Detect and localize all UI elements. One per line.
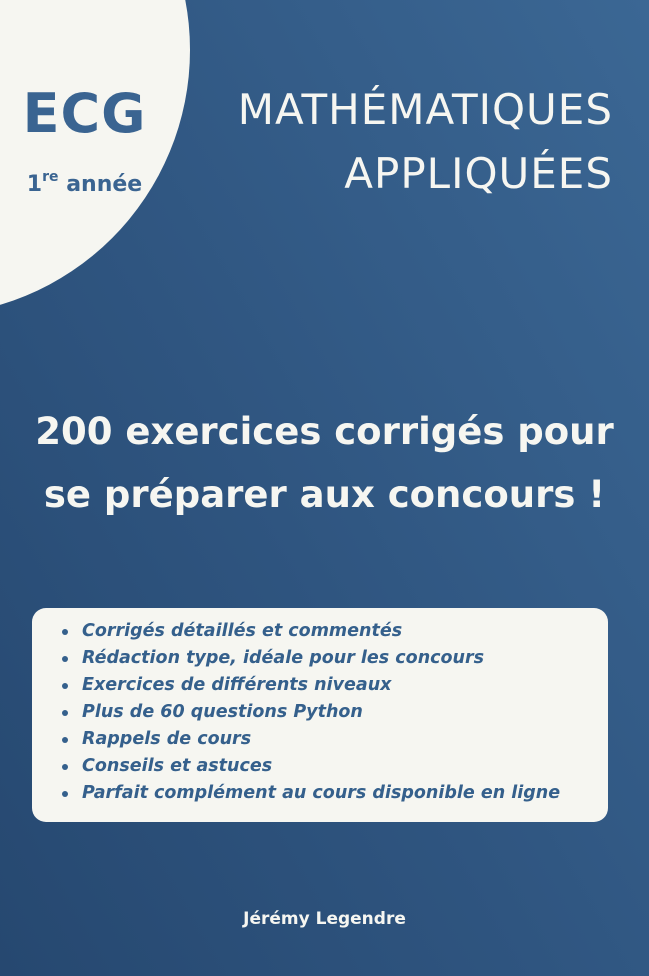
feature-item: [82, 672, 608, 699]
feature-text: Exercices de différents niveaux: [82, 675, 392, 695]
bullet-icon: [62, 791, 68, 797]
bullet-icon: [62, 656, 68, 662]
feature-item: [82, 699, 608, 726]
subtitle-line-2: se préparer aux concours !: [43, 473, 606, 516]
feature-text: Corrigés détaillés et commentés: [82, 621, 403, 641]
feature-item: [82, 645, 608, 672]
year-suffix: re: [42, 169, 59, 185]
year-label: [22, 160, 147, 202]
program-label: ECG: [22, 82, 147, 145]
subtitle: [0, 400, 649, 526]
subtitle-line-1: 200 exercices corrigés pour: [35, 410, 614, 453]
bullet-icon: [62, 710, 68, 716]
bullet-icon: [62, 764, 68, 770]
feature-item: [82, 753, 608, 780]
bullet-icon: [62, 683, 68, 689]
bullet-icon: [62, 737, 68, 743]
feature-text: Conseils et astuces: [82, 756, 273, 776]
feature-text: Rédaction type, idéale pour les concours: [82, 648, 485, 668]
year-number: 1: [26, 172, 43, 197]
year-word: année: [66, 172, 143, 197]
feature-text: Plus de 60 questions Python: [82, 702, 363, 722]
book-title: [238, 78, 613, 206]
title-line-1: MATHÉMATIQUES: [237, 85, 613, 134]
features-box: [32, 608, 608, 822]
feature-item: [82, 780, 608, 807]
feature-text: Rappels de cours: [82, 729, 252, 749]
feature-text: Parfait complément au cours disponible en ligne: [82, 783, 561, 803]
author-name: Jérémy Legendre: [243, 909, 406, 929]
feature-item: [82, 726, 608, 753]
features-list: [32, 608, 608, 807]
title-line-2: APPLIQUÉES: [344, 149, 613, 198]
bullet-icon: [62, 629, 68, 635]
decorative-circle: [0, 0, 190, 316]
feature-item: [82, 618, 608, 645]
